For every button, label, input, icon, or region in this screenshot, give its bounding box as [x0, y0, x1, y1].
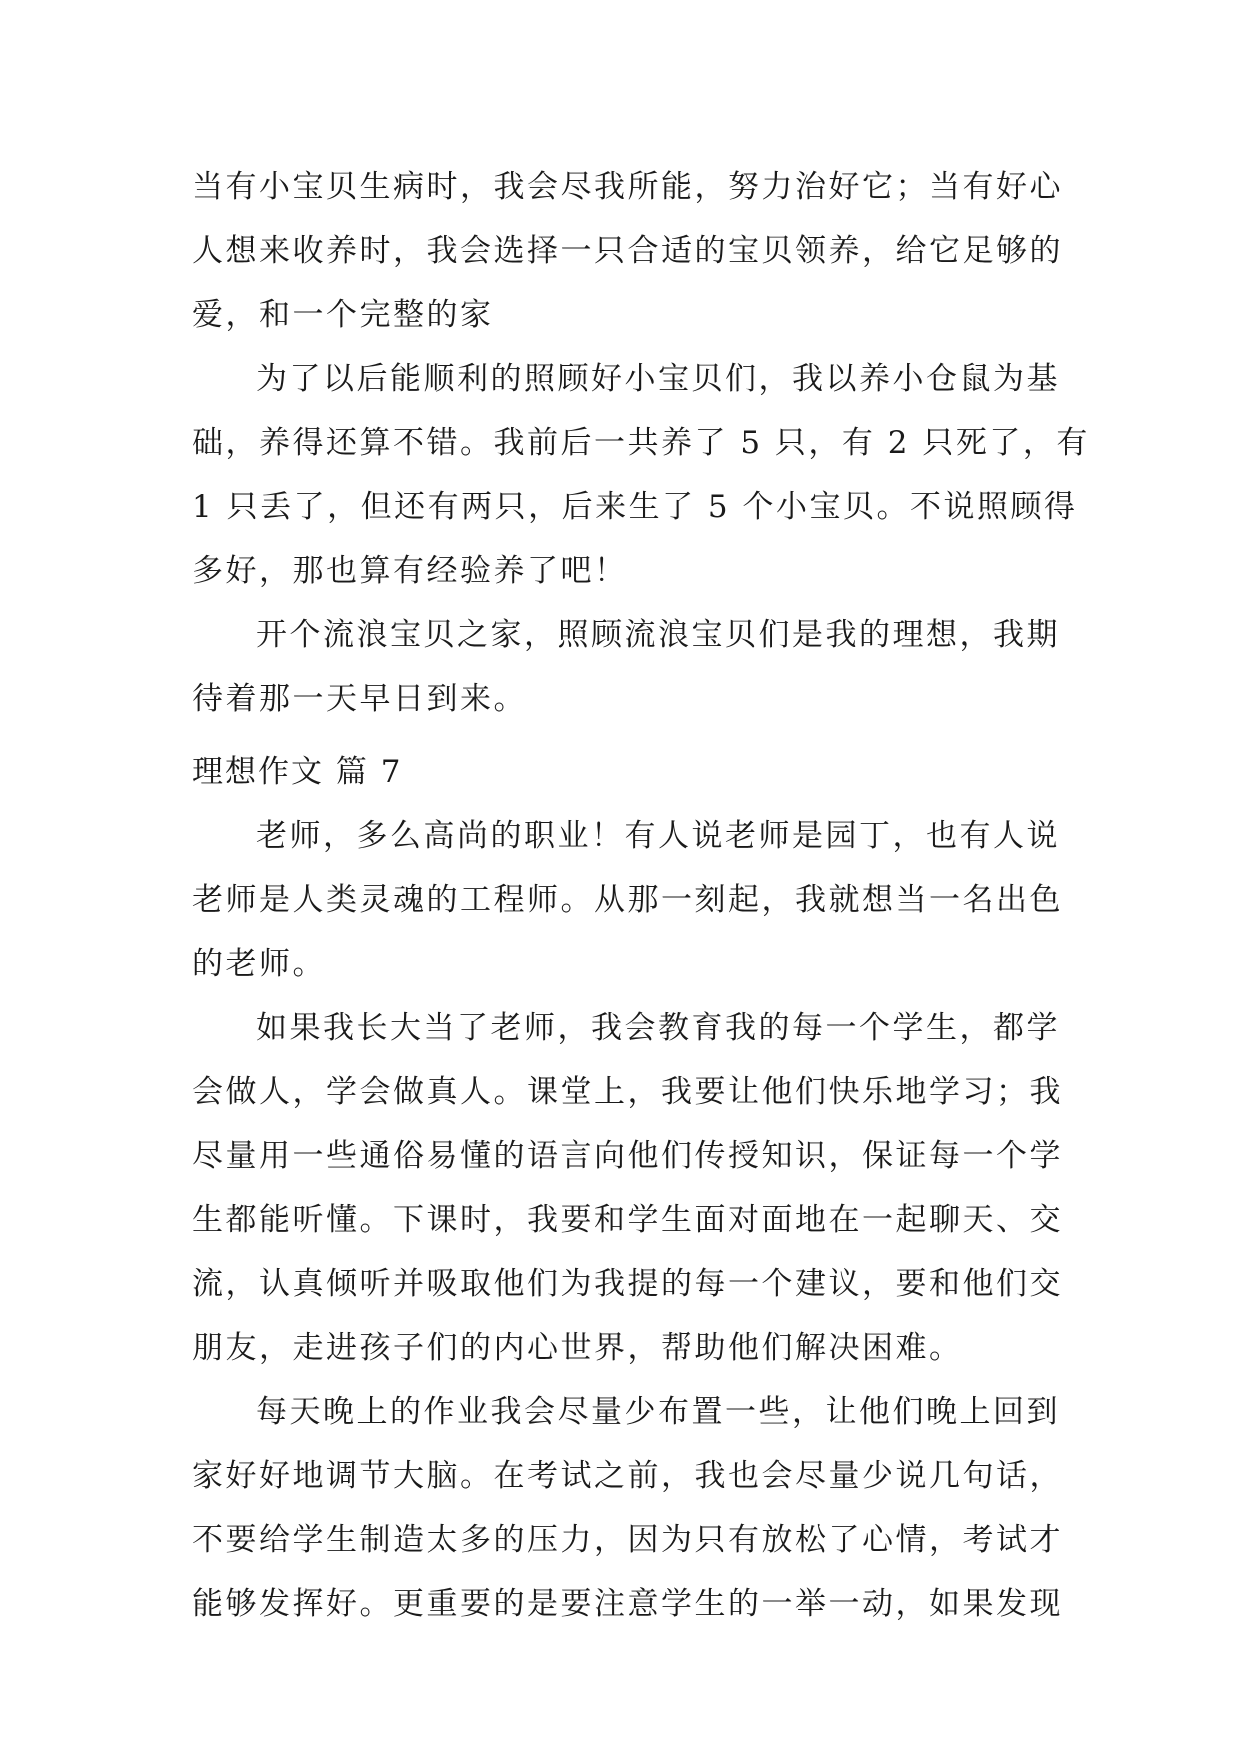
text-line: 多好，那也算有经验养了吧！ — [192, 553, 628, 589]
paragraph-teaching — [192, 996, 1063, 1380]
paragraph-sick-pets — [192, 155, 1063, 347]
text-line: 爱，和一个完整的家 — [192, 297, 494, 333]
text-line: 老师是人类灵魂的工程师。从那一刻起，我就想当一名出色 — [192, 882, 1063, 918]
text-line: 的老师。 — [192, 946, 326, 982]
text-line: 当有小宝贝生病时，我会尽我所能，努力治好它；当有好心 — [192, 169, 1063, 205]
text-line: 家好好地调节大脑。在考试之前，我也会尽量少说几句话， — [192, 1458, 1063, 1494]
paragraph-teacher-intro — [192, 804, 1063, 996]
text-line: 朋友，走进孩子们的内心世界，帮助他们解决困难。 — [192, 1330, 963, 1366]
section-heading: 理想作文 篇 7 — [192, 754, 403, 790]
text-line: 能够发挥好。更重要的是要注意学生的一举一动，如果发现 — [192, 1586, 1063, 1622]
text-line: 不要给学生制造太多的压力，因为只有放松了心情，考试才 — [192, 1522, 1063, 1558]
text-line: 老师，多么高尚的职业！有人说老师是园丁，也有人说 — [256, 818, 1060, 854]
text-line: 会做人，学会做真人。课堂上，我要让他们快乐地学习；我 — [192, 1074, 1063, 1110]
text-line: 每天晚上的作业我会尽量少布置一些，让他们晚上回到 — [256, 1394, 1060, 1430]
text-line: 1 只丢了，但还有两只，后来生了 5 个小宝贝。不说照顾得 — [192, 489, 1078, 525]
text-line: 流，认真倾听并吸取他们为我提的每一个建议，要和他们交 — [192, 1266, 1063, 1302]
text-line: 生都能听懂。下课时，我要和学生面对面地在一起聊天、交 — [192, 1202, 1063, 1238]
text-line: 尽量用一些通俗易懂的语言向他们传授知识，保证每一个学 — [192, 1138, 1063, 1174]
text-line: 如果我长大当了老师，我会教育我的每一个学生，都学 — [256, 1010, 1060, 1046]
text-line: 为了以后能顺利的照顾好小宝贝们，我以养小仓鼠为基 — [256, 361, 1060, 397]
text-line: 础，养得还算不错。我前后一共养了 5 只，有 2 只死了，有 — [192, 425, 1090, 461]
text-line: 开个流浪宝贝之家，照顾流浪宝贝们是我的理想，我期 — [256, 617, 1060, 653]
paragraph-hamsters — [192, 347, 1090, 603]
text-line: 待着那一天早日到来。 — [192, 681, 527, 717]
paragraph-homework — [192, 1380, 1063, 1636]
text-line: 人想来收养时，我会选择一只合适的宝贝领养，给它足够的 — [192, 233, 1063, 269]
paragraph-dream-shelter — [192, 603, 1060, 731]
